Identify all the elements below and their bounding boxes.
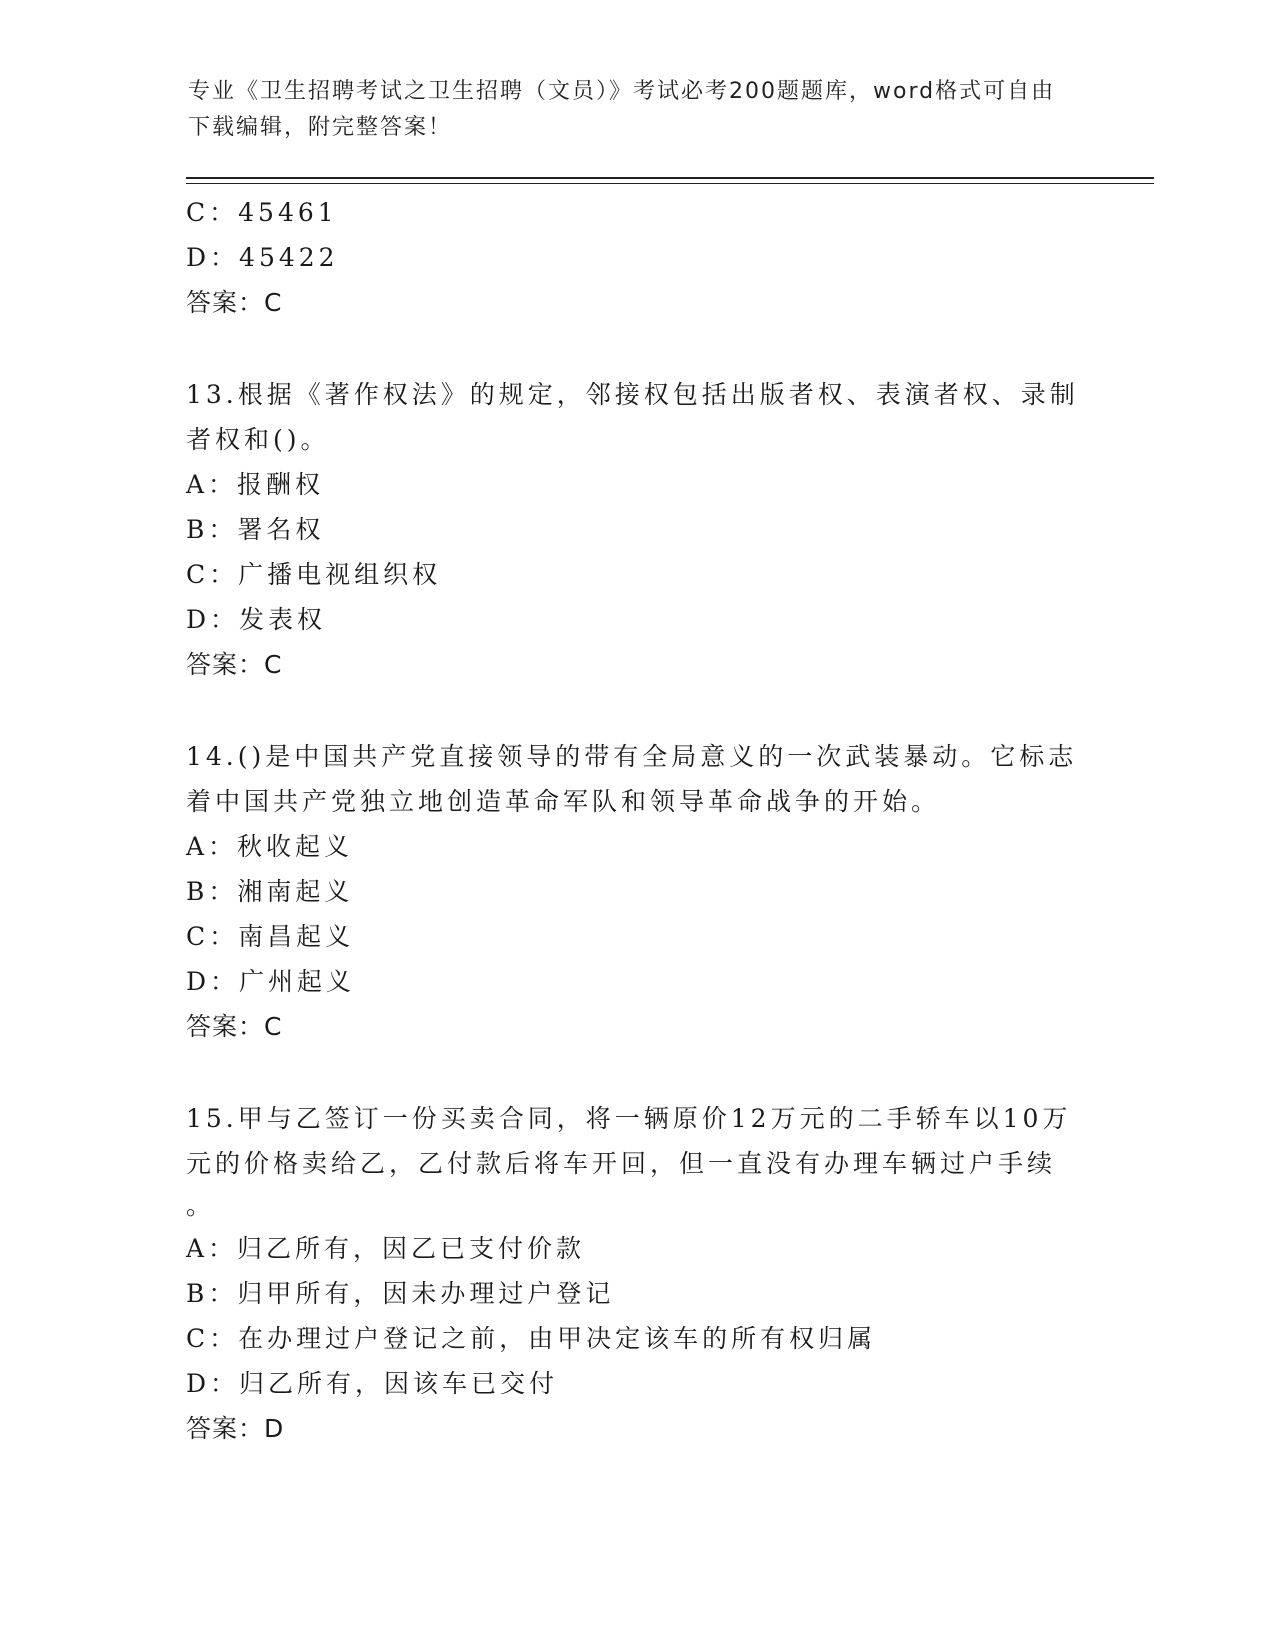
question-13: [186, 372, 1086, 687]
question-text-line: 元的价格卖给乙，乙付款后将车开回，但一直没有办理车辆过户手续: [186, 1149, 1057, 1178]
header-rule-thick: [186, 177, 1154, 179]
question-text-line: 着中国共产党独立地创造革命军队和领导革命战争的开始。: [186, 787, 941, 816]
header-rule-thin: [186, 183, 1154, 184]
question-text-line: 14.()是中国共产党直接领导的带有全局意义的一次武装暴动。它标志: [186, 742, 1078, 771]
question-list: [186, 190, 1086, 1451]
answer-line: 答案：C: [186, 288, 283, 317]
option-b: B：湘南起义: [186, 877, 354, 906]
question-15: [186, 1096, 1086, 1451]
option-c: C：在办理过户登记之前，由甲决定该车的所有权归属: [186, 1324, 877, 1353]
question-text-line: 15.甲与乙签订一份买卖合同，将一辆原价12万元的二手轿车以10万: [186, 1104, 1072, 1133]
option-a: A：归乙所有，因乙已支付价款: [186, 1234, 586, 1263]
option-b: B：归甲所有，因未办理过户登记: [186, 1279, 615, 1308]
option-d: D：45422: [186, 243, 339, 272]
question-prev-tail: [186, 190, 1086, 325]
page-header: 专业《卫生招聘考试之卫生招聘（文员）》考试必考200题题库，word格式可自由下载编辑，附完整答案！: [188, 79, 1056, 140]
question-text-line: 。: [186, 1191, 212, 1220]
answer-line: 答案：D: [186, 1414, 285, 1443]
spacer: [186, 687, 1086, 734]
question-text-line: 13.根据《著作权法》的规定，邻接权包括出版者权、表演者权、录制: [186, 380, 1079, 409]
option-c: C：45461: [186, 198, 338, 227]
option-c: C：南昌起义: [186, 922, 355, 951]
answer-line: 答案：C: [186, 1012, 283, 1041]
option-a: A：报酬权: [186, 470, 325, 499]
option-d: D：归乙所有，因该车已交付: [186, 1369, 559, 1398]
option-d: D：广州起义: [186, 967, 356, 996]
option-a: A：秋收起义: [186, 832, 354, 861]
spacer: [186, 1049, 1086, 1096]
option-b: B：署名权: [186, 515, 325, 544]
answer-line: 答案：C: [186, 650, 283, 679]
spacer: [186, 325, 1086, 372]
option-d: D：发表权: [186, 605, 327, 634]
question-text-line: 者权和()。: [186, 425, 330, 454]
option-c: C：广播电视组织权: [186, 560, 442, 589]
question-14: [186, 734, 1086, 1049]
